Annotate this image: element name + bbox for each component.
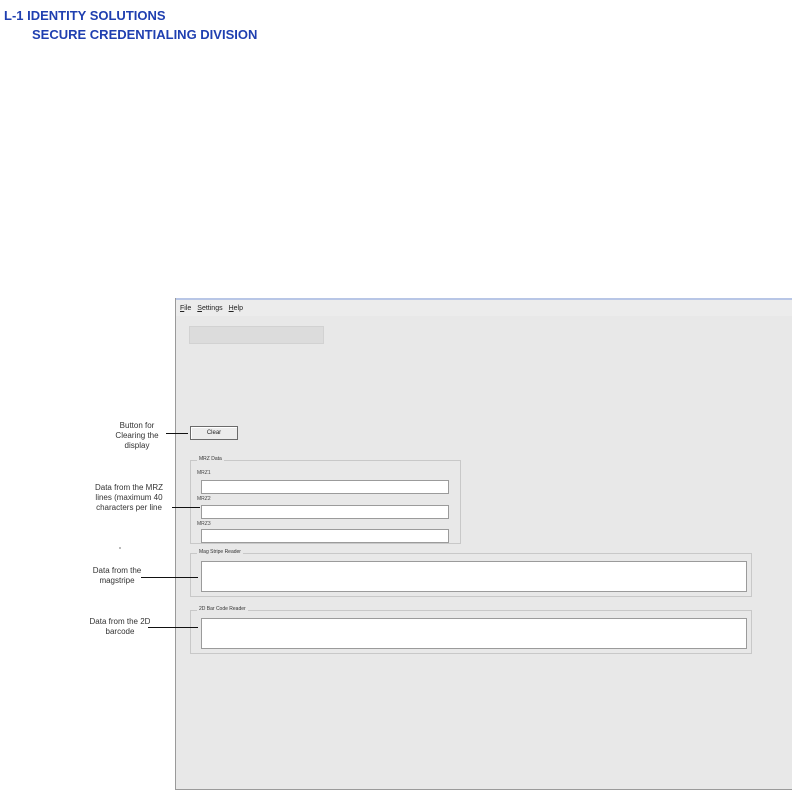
barcode-group-title: 2D Bar Code Reader	[199, 606, 246, 612]
annotation-magstripe	[82, 566, 152, 586]
annotation-line: Clearing the	[115, 431, 159, 440]
annotation-line: magstripe	[99, 576, 135, 585]
annotation-dot	[119, 547, 121, 549]
annotation-line: Data from the	[92, 566, 142, 575]
menu-bar	[176, 298, 792, 316]
annotation-line: Data from the 2D	[89, 617, 151, 626]
status-area	[189, 326, 324, 344]
division-title: SECURE CREDENTIALING DIVISION	[32, 27, 258, 42]
mrz2-field[interactable]	[201, 505, 449, 519]
reader-app-window	[175, 298, 792, 790]
company-title: L-1 IDENTITY SOLUTIONS	[4, 8, 166, 23]
mrz-group-title: MRZ Data	[199, 456, 222, 462]
mrz1-field[interactable]	[201, 480, 449, 494]
menu-file[interactable]: File	[180, 304, 192, 312]
annotation-clear	[106, 421, 168, 451]
barcode-group	[190, 606, 752, 654]
annotation-line: lines (maximum 40	[95, 493, 163, 502]
mrz-data-group	[190, 456, 461, 544]
clear-button[interactable]: Clear	[190, 426, 238, 440]
annotation-mrz	[84, 483, 174, 513]
barcode-data-field[interactable]	[201, 618, 747, 649]
annotation-leader-line	[172, 507, 200, 508]
annotation-line: display	[124, 441, 150, 450]
menu-help[interactable]: Help	[228, 304, 243, 312]
magstripe-group-title: Mag Stripe Reader	[199, 549, 241, 555]
mrz1-label: MRZ1	[197, 470, 211, 476]
mrz3-label: MRZ3	[197, 521, 211, 527]
annotation-leader-line	[166, 433, 188, 434]
mrz3-field[interactable]	[201, 529, 449, 543]
annotation-line: Data from the MRZ	[94, 483, 163, 492]
magstripe-data-field[interactable]	[201, 561, 747, 592]
mrz2-label: MRZ2	[197, 496, 211, 502]
magstripe-group	[190, 549, 752, 597]
annotation-leader-line	[141, 577, 198, 578]
annotation-line: Button for	[119, 421, 155, 430]
annotation-leader-line	[148, 627, 198, 628]
annotation-line: barcode	[105, 627, 135, 636]
annotation-line: characters per line	[96, 503, 162, 512]
menu-settings[interactable]: Settings	[197, 304, 223, 312]
